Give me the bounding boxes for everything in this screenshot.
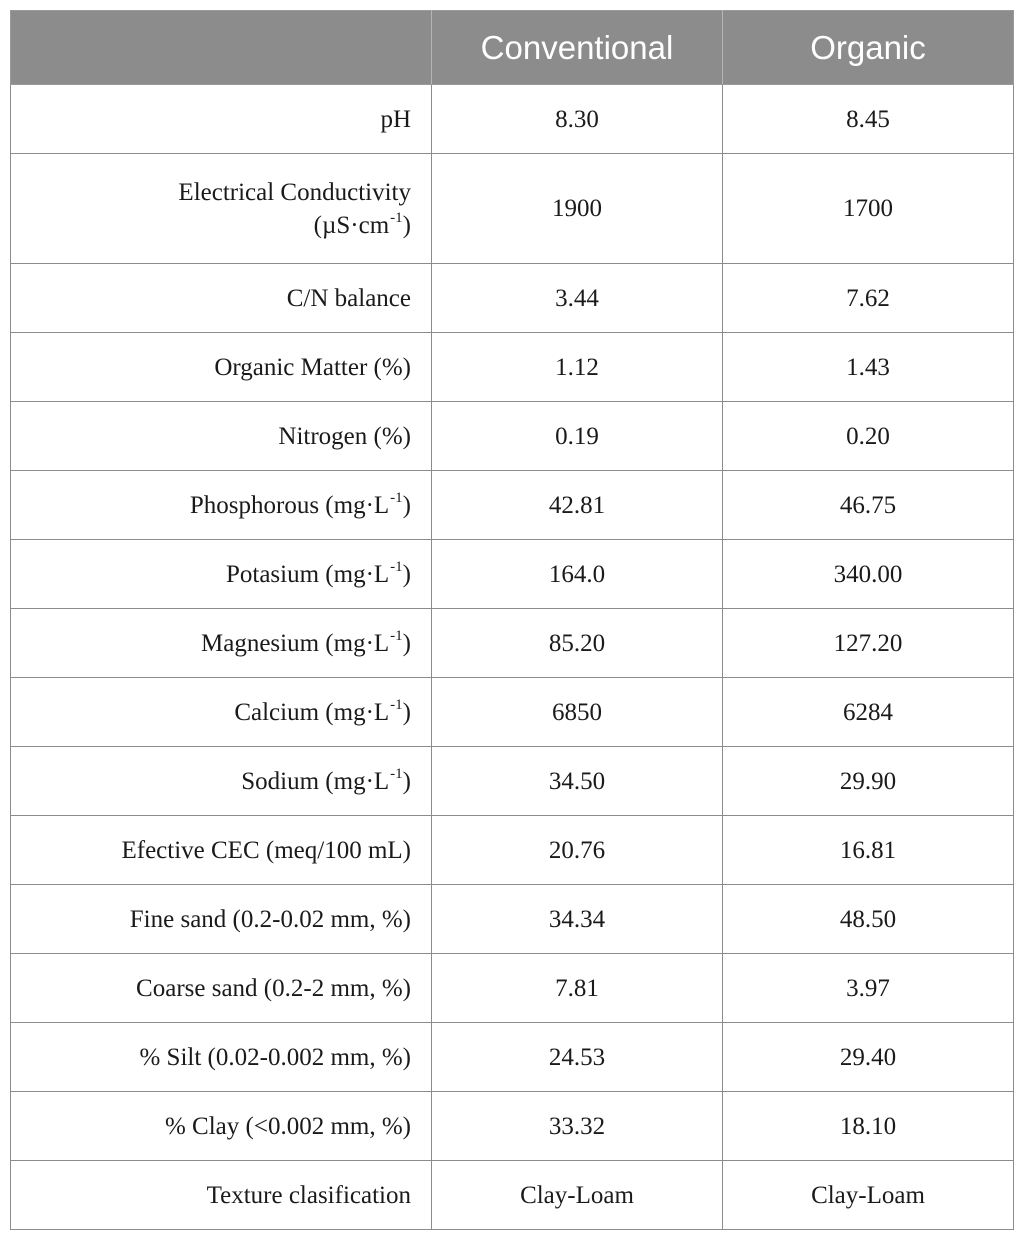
organic-value: Clay-Loam (723, 1161, 1014, 1230)
table-row (11, 402, 1014, 471)
conventional-value: 85.20 (432, 609, 723, 678)
row-label-text: Electrical Conductivity (178, 178, 411, 206)
table-row (11, 954, 1014, 1023)
header-corner-cell (11, 11, 432, 85)
organic-value: 7.62 (723, 264, 1014, 333)
row-label (11, 609, 432, 678)
organic-value: 29.90 (723, 747, 1014, 816)
table-row (11, 1023, 1014, 1092)
organic-value: 3.97 (723, 954, 1014, 1023)
organic-value: 8.45 (723, 85, 1014, 154)
row-label: C/N balance (11, 264, 432, 333)
table-row (11, 333, 1014, 402)
header-row (11, 11, 1014, 85)
table-row (11, 1161, 1014, 1230)
unit-exponent: -1 (390, 489, 403, 506)
header-organic: Organic (723, 11, 1014, 85)
unit-exponent: -1 (390, 627, 403, 644)
soil-properties-table (10, 10, 1014, 1230)
unit-exponent: -1 (390, 765, 403, 782)
unit-close: ) (402, 211, 411, 239)
row-label: % Clay (<0.002 mm, %) (11, 1092, 432, 1161)
organic-value: 6284 (723, 678, 1014, 747)
row-label-unit (12, 209, 411, 242)
conventional-value: 3.44 (432, 264, 723, 333)
conventional-value: 33.32 (432, 1092, 723, 1161)
row-label-text: Potasium (mg·L (225, 560, 390, 588)
table-row (11, 85, 1014, 154)
row-label-text: Phosphorous (mg·L (189, 491, 390, 519)
conventional-value: 8.30 (432, 85, 723, 154)
unit-close: ) (402, 629, 411, 657)
table-header (11, 11, 1014, 85)
row-label-text: Sodium (mg·L (241, 767, 390, 795)
table-body (11, 85, 1014, 1230)
unit-exponent: -1 (390, 209, 403, 226)
row-label: Coarse sand (0.2-2 mm, %) (11, 954, 432, 1023)
conventional-value: 7.81 (432, 954, 723, 1023)
organic-value: 16.81 (723, 816, 1014, 885)
unit-exponent: -1 (390, 558, 403, 575)
organic-value: 46.75 (723, 471, 1014, 540)
row-label: Fine sand (0.2-0.02 mm, %) (11, 885, 432, 954)
unit-close: ) (402, 698, 411, 726)
row-label: % Silt (0.02-0.002 mm, %) (11, 1023, 432, 1092)
table-row (11, 154, 1014, 264)
row-label: Efective CEC (meq/100 mL) (11, 816, 432, 885)
organic-value: 29.40 (723, 1023, 1014, 1092)
conventional-value: 20.76 (432, 816, 723, 885)
table-row (11, 747, 1014, 816)
table-row (11, 1092, 1014, 1161)
unit-base: (µS·cm (313, 211, 390, 239)
conventional-value: 24.53 (432, 1023, 723, 1092)
row-label-text: Magnesium (mg·L (201, 629, 390, 657)
table-row (11, 471, 1014, 540)
conventional-value: 34.34 (432, 885, 723, 954)
row-label (11, 678, 432, 747)
row-label (11, 154, 432, 264)
unit-exponent: -1 (390, 696, 403, 713)
table-row (11, 885, 1014, 954)
table-row (11, 816, 1014, 885)
conventional-value: 42.81 (432, 471, 723, 540)
conventional-value: 34.50 (432, 747, 723, 816)
unit-close: ) (402, 560, 411, 588)
organic-value: 127.20 (723, 609, 1014, 678)
row-label: Organic Matter (%) (11, 333, 432, 402)
table-row (11, 264, 1014, 333)
organic-value: 1.43 (723, 333, 1014, 402)
row-label-text: Calcium (mg·L (234, 698, 390, 726)
organic-value: 18.10 (723, 1092, 1014, 1161)
conventional-value: 164.0 (432, 540, 723, 609)
conventional-value: 0.19 (432, 402, 723, 471)
conventional-value: 6850 (432, 678, 723, 747)
conventional-value: 1.12 (432, 333, 723, 402)
row-label (11, 747, 432, 816)
conventional-value: 1900 (432, 154, 723, 264)
row-label: pH (11, 85, 432, 154)
table-row (11, 540, 1014, 609)
row-label: Texture clasification (11, 1161, 432, 1230)
row-label (11, 471, 432, 540)
table-row (11, 609, 1014, 678)
organic-value: 48.50 (723, 885, 1014, 954)
header-conventional: Conventional (432, 11, 723, 85)
organic-value: 0.20 (723, 402, 1014, 471)
conventional-value: Clay-Loam (432, 1161, 723, 1230)
organic-value: 340.00 (723, 540, 1014, 609)
unit-close: ) (402, 767, 411, 795)
unit-close: ) (402, 491, 411, 519)
table-row (11, 678, 1014, 747)
row-label (11, 540, 432, 609)
row-label: Nitrogen (%) (11, 402, 432, 471)
organic-value: 1700 (723, 154, 1014, 264)
